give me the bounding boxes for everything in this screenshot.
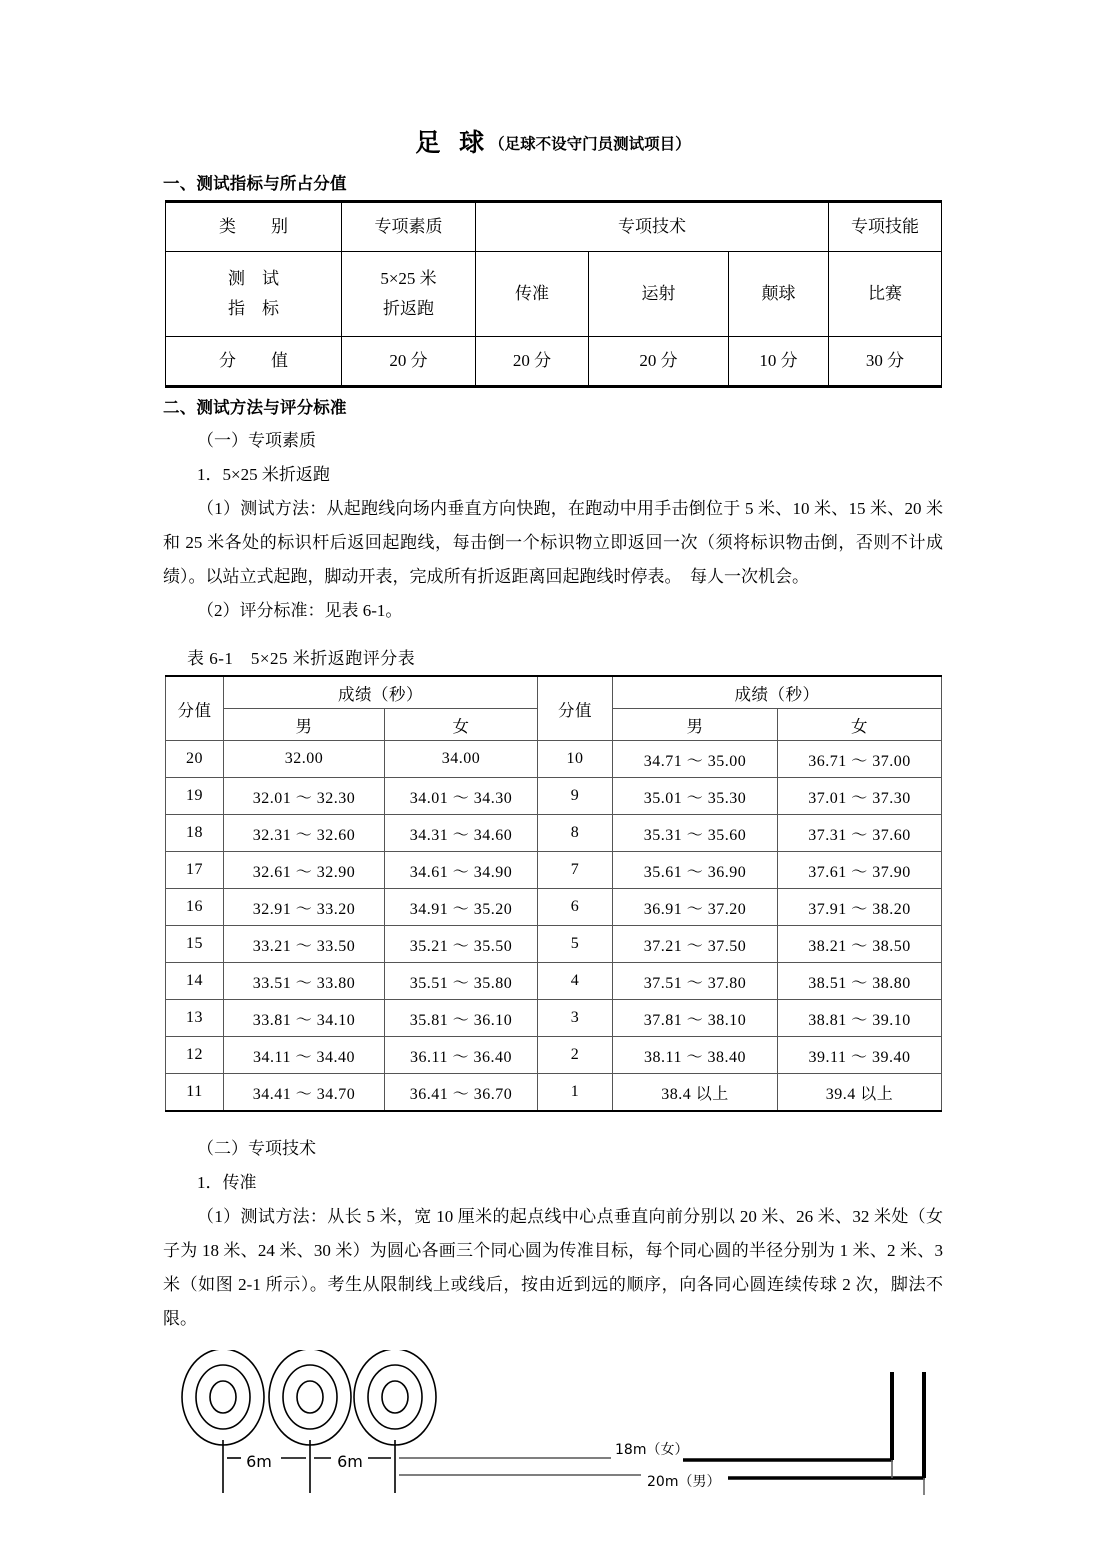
cell-score-right: 7 [538, 852, 613, 889]
cell-score-left: 19 [166, 778, 224, 815]
cell-male-left: 34.41 ～ 34.70 [224, 1074, 385, 1112]
cell-female-left: 35.81 ～ 36.10 [385, 1000, 538, 1037]
item-passing-accuracy: 1．传准 [197, 1173, 257, 1192]
cell-passing-accuracy: 传准 [476, 252, 589, 337]
cell-shuttle-run-line1: 5×25 米 [380, 269, 437, 288]
header-male-left: 男 [224, 709, 385, 741]
cell-male-right: 36.91 ～ 37.20 [613, 889, 778, 926]
table-row [166, 815, 942, 852]
cell-female-left: 34.31 ～ 34.60 [385, 815, 538, 852]
cell-score-right: 2 [538, 1037, 613, 1074]
section-heading-2: 二、测试方法与评分标准 [163, 398, 347, 417]
cell-score-left: 12 [166, 1037, 224, 1074]
subsection-one-quality: （一）专项素质 [197, 431, 316, 450]
cell-special-skill: 专项技能 [829, 202, 942, 252]
cell-female-left: 36.11 ～ 36.40 [385, 1037, 538, 1074]
cell-score-quality: 20 分 [342, 337, 476, 387]
table-header-row [166, 676, 942, 709]
passing-accuracy-diagram [163, 1350, 943, 1525]
header-score-right: 分值 [538, 676, 613, 741]
cell-juggling: 颠球 [729, 252, 829, 337]
cell-shuttle-run-line2: 折返跑 [383, 299, 434, 318]
table-row [166, 889, 942, 926]
cell-score-right: 4 [538, 963, 613, 1000]
table-row [166, 337, 942, 387]
header-female-left: 女 [385, 709, 538, 741]
cell-male-left: 33.81 ～ 34.10 [224, 1000, 385, 1037]
cell-score-right: 5 [538, 926, 613, 963]
page-title [163, 128, 943, 158]
goal-posts [892, 1372, 924, 1478]
cell-test-indicator-label [166, 252, 342, 337]
cell-male-right: 35.61 ～ 36.90 [613, 852, 778, 889]
page-content [163, 0, 943, 1525]
diagram-label-gap-2: 6m [337, 1452, 363, 1471]
cell-male-right: 35.01 ～ 35.30 [613, 778, 778, 815]
cell-female-left: 35.21 ～ 35.50 [385, 926, 538, 963]
cell-match: 比赛 [829, 252, 942, 337]
cell-male-right: 38.4 以上 [613, 1074, 778, 1112]
cell-score-left: 16 [166, 889, 224, 926]
cell-female-left: 34.00 [385, 741, 538, 778]
score-table [165, 675, 942, 1112]
cell-female-left: 34.61 ～ 34.90 [385, 852, 538, 889]
score-table-body [166, 741, 942, 1112]
paragraph-test-method-1: （1）测试方法：从起跑线向场内垂直方向快跑，在跑动中用手击倒位于 5 米、10 米、15 米、20 米和 25 米各处的标识杆后返回起跑线，每击倒一个标识物立即返回一次（须将标识物击倒，否则不计成绩）。以站立式起跑，脚动开表，完成所有折返距离回起跑线时停表。 每人一次机会。 [163, 499, 943, 586]
cell-female-right: 38.51 ～ 38.80 [778, 963, 942, 1000]
cell-score-left: 11 [166, 1074, 224, 1112]
cell-score-passing: 20 分 [476, 337, 589, 387]
header-score-left: 分值 [166, 676, 224, 741]
cell-score-right: 8 [538, 815, 613, 852]
cell-female-right: 39.11 ～ 39.40 [778, 1037, 942, 1074]
cell-female-right: 37.01 ～ 37.30 [778, 778, 942, 815]
cell-score-left: 18 [166, 815, 224, 852]
cell-female-right: 37.61 ～ 37.90 [778, 852, 942, 889]
cell-male-right: 35.31 ～ 35.60 [613, 815, 778, 852]
cell-female-right: 38.21 ～ 38.50 [778, 926, 942, 963]
cell-score-right: 3 [538, 1000, 613, 1037]
cell-male-right: 37.81 ～ 38.10 [613, 1000, 778, 1037]
cell-male-left: 32.61 ～ 32.90 [224, 852, 385, 889]
diagram-label-female-distance: 18m（女） [615, 1442, 689, 1458]
header-male-right: 男 [613, 709, 778, 741]
cell-score-dribble: 20 分 [589, 337, 729, 387]
table-row [166, 963, 942, 1000]
cell-female-left: 35.51 ～ 35.80 [385, 963, 538, 1000]
cell-special-quality: 专项素质 [342, 202, 476, 252]
paragraph-scoring-standard-1: （2）评分标准：见表 6-1。 [197, 601, 403, 620]
cell-score-left: 13 [166, 1000, 224, 1037]
cell-male-left: 32.31 ～ 32.60 [224, 815, 385, 852]
table-row [166, 1074, 942, 1112]
target-circle-2 [269, 1350, 351, 1445]
cell-shuttle-run [342, 252, 476, 337]
cell-score-left: 20 [166, 741, 224, 778]
cell-male-left: 34.11 ～ 34.40 [224, 1037, 385, 1074]
cell-female-left: 34.91 ～ 35.20 [385, 889, 538, 926]
indicator-table [165, 200, 942, 388]
table-row [166, 778, 942, 815]
cell-male-left: 32.00 [224, 741, 385, 778]
paragraph-test-method-2: （1）测试方法：从长 5 米，宽 10 厘米的起点线中心点垂直向前分别以 20 米、26 米、32 米处（女子为 18 米、24 米、30 米）为圆心各画三个同心圆为传准目标，每个同心圆的半径分别为 1 米、2 米、3 米（如图 2-1 所示）。考生从限制线上或线后，按由近到远的顺序，向各同心圆连续传球 2 次，脚法不限。 [163, 1207, 943, 1328]
cell-male-left: 33.51 ～ 33.80 [224, 963, 385, 1000]
cell-score-right: 6 [538, 889, 613, 926]
page-title-main: 足 球 [415, 128, 490, 157]
cell-male-right: 37.51 ～ 37.80 [613, 963, 778, 1000]
cell-female-right: 36.71 ～ 37.00 [778, 741, 942, 778]
table-row [166, 202, 942, 252]
section-heading-1: 一、测试指标与所占分值 [163, 174, 347, 193]
cell-score-juggling: 10 分 [729, 337, 829, 387]
cell-male-left: 32.91 ～ 33.20 [224, 889, 385, 926]
subsection-two-technique: （二）专项技术 [197, 1139, 316, 1158]
cell-score-label: 分 值 [166, 337, 342, 387]
table-row [166, 1000, 942, 1037]
cell-test-indicator-line1: 测 试 [228, 269, 279, 288]
header-result-right: 成绩（秒） [613, 676, 942, 709]
item-shuttle-run: 1．5×25 米折返跑 [197, 465, 330, 484]
cell-female-left: 36.41 ～ 36.70 [385, 1074, 538, 1112]
page-title-subtitle: （足球不设守门员测试项目） [489, 135, 691, 153]
cell-dribble-shoot: 运射 [589, 252, 729, 337]
cell-male-right: 37.21 ～ 37.50 [613, 926, 778, 963]
cell-female-right: 39.4 以上 [778, 1074, 942, 1112]
cell-score-right: 1 [538, 1074, 613, 1112]
cell-female-right: 37.31 ～ 37.60 [778, 815, 942, 852]
target-circle-1 [182, 1350, 264, 1445]
cell-female-right: 38.81 ～ 39.10 [778, 1000, 942, 1037]
diagram-label-male-distance: 20m（男） [647, 1474, 721, 1490]
cell-test-indicator-line2: 指 标 [228, 299, 279, 318]
cell-male-left: 33.21 ～ 33.50 [224, 926, 385, 963]
cell-male-left: 32.01 ～ 32.30 [224, 778, 385, 815]
cell-female-left: 34.01 ～ 34.30 [385, 778, 538, 815]
table-row [166, 852, 942, 889]
header-female-right: 女 [778, 709, 942, 741]
cell-category-label: 类 别 [166, 202, 342, 252]
cell-score-left: 15 [166, 926, 224, 963]
table-row [166, 252, 942, 337]
target-circle-3 [354, 1350, 436, 1445]
table-row [166, 741, 942, 778]
cell-male-right: 38.11 ～ 38.40 [613, 1037, 778, 1074]
cell-female-right: 37.91 ～ 38.20 [778, 889, 942, 926]
diagram-label-gap-1: 6m [246, 1452, 272, 1471]
header-result-left: 成绩（秒） [224, 676, 538, 709]
cell-special-technique: 专项技术 [476, 202, 829, 252]
cell-male-right: 34.71 ～ 35.00 [613, 741, 778, 778]
table-caption-6-1: 表 6-1 5×25 米折返跑评分表 [187, 649, 416, 668]
cell-score-right: 10 [538, 741, 613, 778]
cell-score-left: 14 [166, 963, 224, 1000]
cell-score-left: 17 [166, 852, 224, 889]
cell-score-right: 9 [538, 778, 613, 815]
cell-score-match: 30 分 [829, 337, 942, 387]
table-row [166, 1037, 942, 1074]
table-row [166, 926, 942, 963]
